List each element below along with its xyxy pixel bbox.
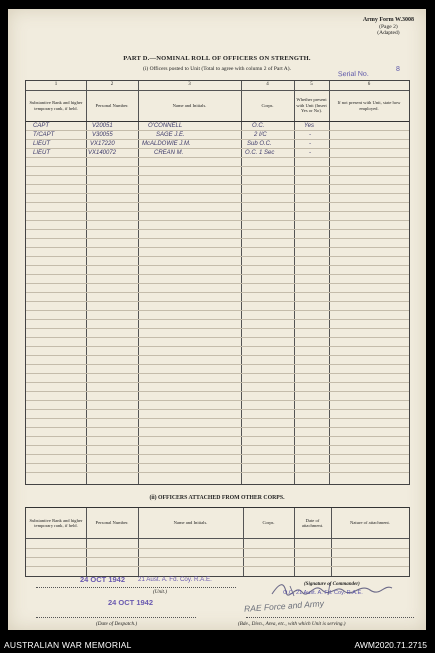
serial-label: Serial No. (337, 70, 369, 79)
cell-number: V30055 (92, 132, 113, 138)
cell-present: - (309, 141, 311, 147)
column-number: 6 (367, 82, 371, 87)
form-adapted: (Adapted) (377, 30, 400, 36)
header-rank: Substantive Rank and higher temporary rank, if held. (29, 517, 83, 528)
ruled-line (26, 319, 409, 320)
ruled-line (26, 310, 409, 311)
ruled-line (26, 328, 409, 329)
ruled-line (26, 364, 409, 365)
ruled-line (26, 355, 409, 356)
ruled-line (26, 265, 409, 266)
header-corps: Corps. (261, 102, 274, 108)
header-employed: If not present with Unit, state how employed. (337, 100, 401, 111)
ruled-line (26, 409, 409, 410)
ruled-line (26, 130, 409, 131)
officers-attached-table (25, 507, 410, 577)
ruled-line (26, 193, 409, 194)
watermark-left: AUSTRALIAN WAR MEMORIAL (4, 640, 132, 650)
ruled-line (26, 566, 409, 567)
cell-present: Yes (304, 123, 315, 129)
ruled-line (26, 391, 409, 392)
cell-rank: LIEUT (33, 141, 51, 147)
cell-name: O'CONNELL (148, 123, 183, 129)
ruled-line (26, 418, 409, 419)
ruled-line (26, 301, 409, 302)
location-line (246, 617, 414, 618)
officers-posted-table (25, 80, 410, 485)
ruled-line (26, 346, 409, 347)
part-title: PART D.—NOMINAL ROLL OF OFFICERS ON STRENGTH. (123, 55, 311, 62)
ruled-line (26, 166, 409, 167)
cell-corps: O.C. (252, 123, 265, 129)
ruled-line (26, 445, 409, 446)
ruled-line (26, 274, 409, 275)
cell-number: VX17220 (90, 141, 115, 147)
form-page-number: (Page 2) (379, 23, 398, 30)
column-number: 2 (110, 82, 114, 87)
column-number: 1 (54, 82, 58, 87)
ruled-line (26, 382, 409, 383)
ruled-line (26, 463, 409, 464)
form-number-block (363, 17, 414, 37)
ruled-line (26, 211, 409, 212)
cell-rank: T/CAPT (33, 132, 55, 138)
unit-label: (Unit.) (153, 589, 167, 595)
cell-corps: Sub O.C. (247, 141, 272, 147)
header-name: Name and Initials. (172, 102, 207, 108)
unit-stamp: 21 Aust. A. Fd. Coy. R.A.E. (138, 576, 212, 583)
ruled-line (26, 283, 409, 284)
header-date-attachment: Date of attachment. (301, 517, 324, 528)
section-2-title: (ii) OFFICERS ATTACHED FROM OTHER CORPS. (149, 495, 285, 501)
ruled-line (26, 175, 409, 176)
watermark-right: AWM2020.71.2715 (354, 640, 427, 650)
ruled-line (26, 427, 409, 428)
ruled-line (26, 139, 409, 140)
date-stamp: 24 OCT 1942 (80, 575, 126, 584)
ruled-line (26, 202, 409, 203)
ruled-line (26, 557, 409, 558)
cell-name: SAGE J.E. (156, 132, 185, 138)
part-subtitle: (i) Officers posted to Unit (Total to agree with column 2 of Part A). (143, 66, 291, 72)
cell-rank: CAPT (33, 123, 50, 129)
ruled-line (26, 184, 409, 185)
handwritten-location: RAE Force and Army (243, 598, 325, 614)
ruled-line (26, 229, 409, 230)
cell-number: VX140072 (88, 150, 117, 156)
ruled-line (26, 454, 409, 455)
despatch-line (36, 617, 196, 618)
cell-name: CREAN M. (154, 150, 184, 156)
serial-value: 8 (396, 66, 400, 73)
signature-label: (Signature of Commander) (304, 582, 360, 587)
form-page (8, 9, 426, 630)
cell-name: McALDOWIE J.M. (142, 141, 191, 147)
column-number: 3 (188, 82, 191, 87)
cell-present: - (309, 132, 311, 138)
ruled-line (26, 337, 409, 338)
ruled-line (26, 247, 409, 248)
form-number: Army Form W.3008 (362, 17, 414, 23)
ruled-line (26, 548, 409, 549)
despatch-date-stamp: 24 OCT 1942 (108, 598, 154, 607)
ruled-line (26, 148, 409, 149)
ruled-line (26, 373, 409, 374)
ruled-line (26, 436, 409, 437)
cell-number: V20051 (92, 123, 113, 129)
ruled-line (26, 220, 409, 221)
location-label: (Bde., Divn., Area, etc., with which Unit is serving.) (238, 621, 346, 627)
ruled-line (26, 238, 409, 239)
header-corps: Corps. (262, 520, 275, 526)
cell-corps: O.C. 1 Sec (245, 150, 275, 156)
header-present: Whether present with Unit (Insert Yes or No). (296, 97, 327, 114)
cell-corps: 2 I/C (254, 132, 267, 138)
ruled-line (26, 256, 409, 257)
ruled-line (26, 472, 409, 473)
cell-rank: LIEUT (33, 150, 51, 156)
unit-line (36, 587, 236, 588)
oc-stamp: O.C. 21 Aust. A. Fd. Coy. R.A.E. (283, 590, 363, 596)
cell-present: - (309, 150, 311, 156)
header-rank: Substantive Rank and higher temporary rank, if held. (29, 100, 83, 111)
header-divider (26, 538, 409, 539)
header-personal-number: Personal Number. (95, 102, 129, 108)
despatch-label: (Date of Despatch.) (96, 621, 138, 627)
header-nature-attachment: Nature of attachment. (350, 520, 390, 526)
ruled-line (26, 292, 409, 293)
ruled-line (26, 400, 409, 401)
ruled-line (26, 157, 409, 158)
header-name: Name and Initials. (173, 520, 208, 526)
header-personal-number: Personal Number. (95, 520, 129, 526)
column-number: 5 (310, 82, 313, 87)
column-header-row (26, 90, 409, 122)
column-number: 4 (266, 82, 269, 87)
